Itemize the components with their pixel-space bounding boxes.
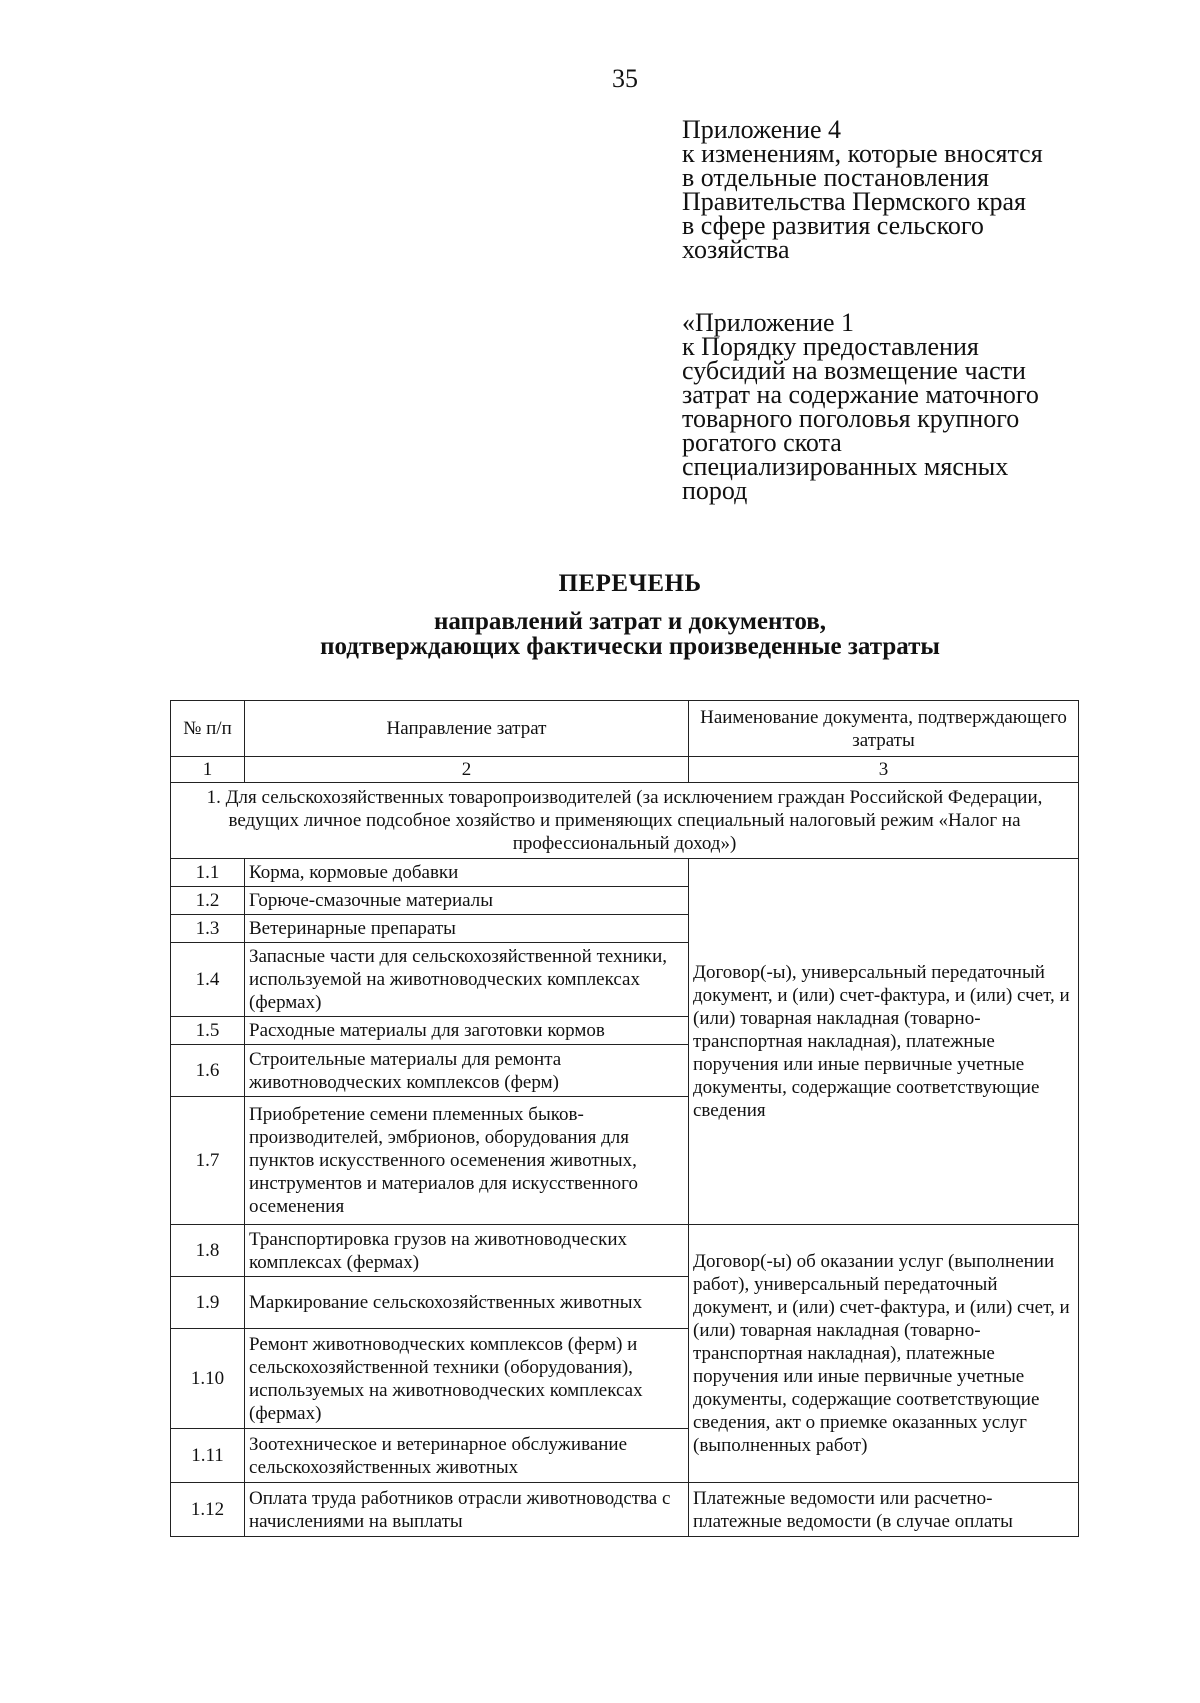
row-direction: Ветеринарные препараты [245,915,689,943]
row-direction: Строительные материалы для ремонта животноводческих комплексов (ферм) [245,1045,689,1097]
appendix-header-line: в сфере развития сельского [682,211,984,240]
subtitle-line: подтверждающих фактически произведенные затраты [320,633,940,660]
row-number: 1.12 [171,1483,245,1537]
row-number: 1.8 [171,1225,245,1277]
header-document: Наименование документа, подтверждающего затраты [689,701,1079,757]
document-subtitle [0,609,1200,659]
row-direction: Приобретение семени племенных быков-производителей, эмбрионов, оборудования для пунктов искусственного осеменения животных, инструментов и материалов для искусственного осеменения [245,1097,689,1225]
appendix-subheader-line: рогатого скота [682,428,842,457]
row-number: 1.7 [171,1097,245,1225]
row-direction: Запасные части для сельскохозяйственной техники, используемой на животноводческих комплексах (фермах) [245,943,689,1017]
section-row [171,783,1079,859]
row-document: Договор(-ы) об оказании услуг (выполнении работ), универсальный передаточный документ, и (или) счет-фактура, и (или) счет, и (или) товарная накладная (товарно-транспортная накладная), платежные поручения или иные первичные учетные документы, содержащие соответствующие сведения, акт о приемке оказанных услуг (выполненных работ) [689,1225,1079,1483]
table-header-row [171,701,1079,757]
table-row [171,1483,1079,1537]
row-direction: Зоотехническое и ветеринарное обслуживание сельскохозяйственных животных [245,1429,689,1483]
appendix-header [682,115,1102,264]
column-number-row [171,757,1079,783]
appendix-subheader-line: к Порядку предоставления [682,332,979,361]
row-direction: Расходные материалы для заготовки кормов [245,1017,689,1045]
row-number: 1.2 [171,887,245,915]
row-direction: Транспортировка грузов на животноводческих комплексах (фермах) [245,1225,689,1277]
row-direction: Оплата труда работников отрасли животноводства с начислениями на выплаты [245,1483,689,1537]
row-number: 1.10 [171,1329,245,1429]
appendix-subheader-line: пород [682,476,748,505]
appendix-subheader [682,308,1102,505]
document-title: ПЕРЕЧЕНЬ [558,570,702,597]
row-document: Договор(-ы), универсальный передаточный документ, и (или) счет-фактура, и (или) счет, и (или) товарная накладная (товарно-транспортная накладная), платежные поручения или иные первичные учетные документы, содержащие соответствующие сведения [689,859,1079,1225]
section-title: 1. Для сельскохозяйственных товаропроизводителей (за исключением граждан Российской Федерации, ведущих личное подсобное хозяйство и применяющих специальный налоговый режим «Налог на профессиональный доход») [171,783,1079,859]
header-num: № п/п [171,701,245,757]
appendix-header-line: в отдельные постановления [682,163,989,192]
appendix-subheader-line: специализированных мясных [682,452,1009,481]
column-number: 3 [689,757,1079,783]
row-number: 1.9 [171,1277,245,1329]
table-row [171,859,1079,887]
row-direction: Маркирование сельскохозяйственных животных [245,1277,689,1329]
expenses-table [170,700,1079,1537]
appendix-header-line: Приложение 4 [682,115,842,144]
row-number: 1.3 [171,915,245,943]
appendix-subheader-line: субсидий на возмещение части [682,356,1026,385]
row-number: 1.6 [171,1045,245,1097]
appendix-subheader-line: товарного поголовья крупного [682,404,1020,433]
appendix-subheader-line: затрат на содержание маточного [682,380,1039,409]
row-direction: Горюче-смазочные материалы [245,887,689,915]
row-number: 1.11 [171,1429,245,1483]
row-document: Платежные ведомости или расчетно-платежные ведомости (в случае оплаты [689,1483,1079,1537]
row-number: 1.5 [171,1017,245,1045]
appendix-header-line: к изменениям, которые вносятся [682,139,1043,168]
page-number: 35 [612,64,638,93]
appendix-subheader-line: «Приложение 1 [682,308,855,337]
row-number: 1.4 [171,943,245,1017]
table-row [171,1225,1079,1277]
appendix-header-line: хозяйства [682,235,790,264]
appendix-header-line: Правительства Пермского края [682,187,1026,216]
column-number: 1 [171,757,245,783]
subtitle-line: направлений затрат и документов, [433,608,827,635]
row-direction: Ремонт животноводческих комплексов (ферм) и сельскохозяйственной техники (оборудования), используемых на животноводческих комплексах (фермах) [245,1329,689,1429]
column-number: 2 [245,757,689,783]
header-direction: Направление затрат [245,701,689,757]
row-direction: Корма, кормовые добавки [245,859,689,887]
row-number: 1.1 [171,859,245,887]
